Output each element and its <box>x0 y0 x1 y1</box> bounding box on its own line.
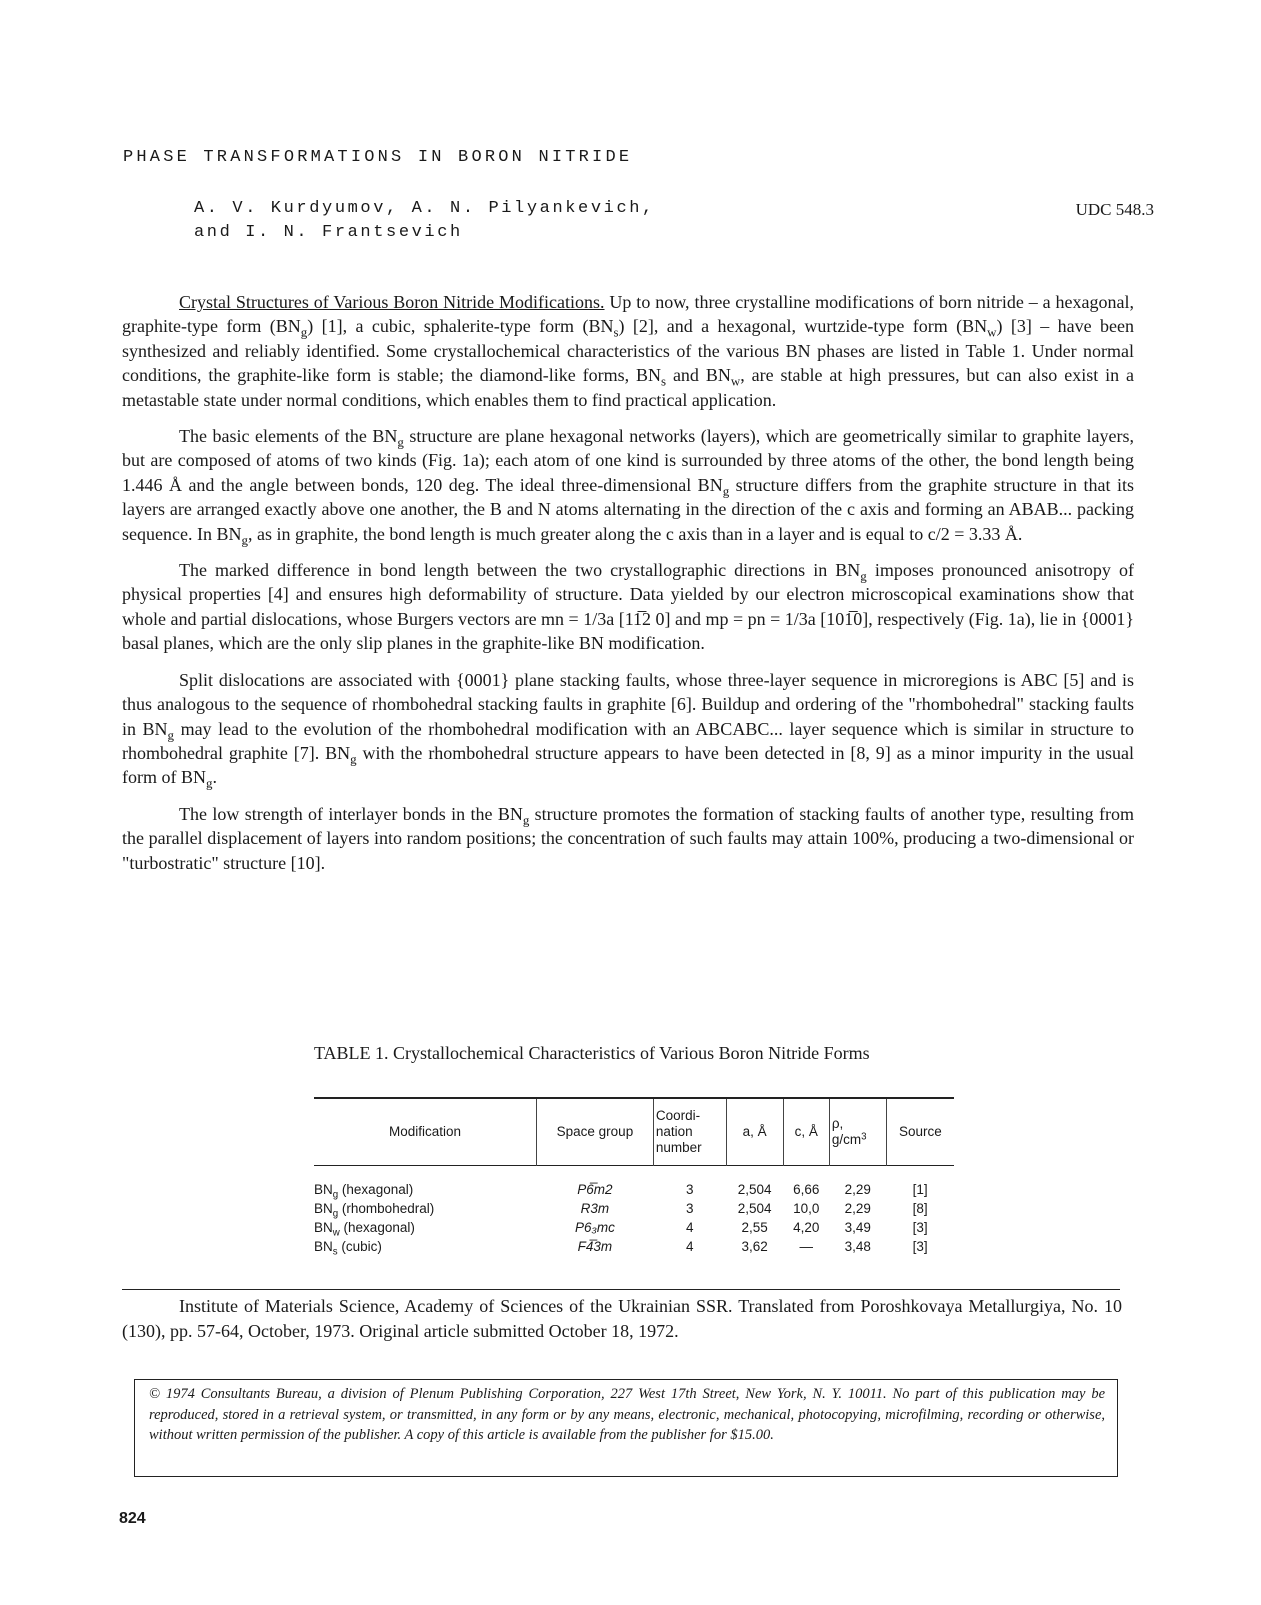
cell-space-group: P6̅m2 <box>577 1182 613 1197</box>
table-row <box>314 1237 954 1256</box>
header-density: ρ, $g/cm^3$ <box>829 1098 886 1166</box>
header-space-group: Space group <box>537 1098 654 1166</box>
footnote-divider <box>122 1289 1120 1290</box>
paragraph-4: Split dislocations are associated with {0001} plane stacking faults, whose three-layer sequence in microregions is ABC [5] and is thus analogous to the sequence of rhombohedral stacking faults in graphite [6]. Buildup and ordering of the "rhombohedral" stacking faults in $BN_g$ may lead to the evolution of the rhombohedral modification with an ABCABC... layer sequence which is similar in structure to rhombohedral graphite [7]. $BN_g$ with the rhombohedral structure appears to have been detected in [8, 9] as a minor impurity in the usual form of $BN_g$. <box>122 669 1134 791</box>
header-modification: Modification <box>314 1098 537 1166</box>
cell-space-group: F4̅3m <box>577 1239 613 1254</box>
cell-modification: $BN_g$ (rhombohedral) <box>314 1201 435 1220</box>
cell-modification: $BN_g$ (hexagonal) <box>314 1182 414 1201</box>
cell-coordination: 4 <box>685 1220 694 1235</box>
copyright-box: © 1974 Consultants Bureau, a division of Plenum Publishing Corporation, 227 West 17th Street, New York, N. Y. 10011. No part of this publication may be reproduced, stored in a retrieval system, or transmitted, in any form or by any means, electronic, mechanical, photocopying, microfilming, recording or otherwise, without written permission of the publisher. A copy of this article is available from the publisher for $15.00. <box>134 1379 1118 1477</box>
cell-a: 2,504 <box>737 1201 772 1216</box>
table-row <box>314 1218 954 1237</box>
cell-source: [3] <box>912 1239 928 1254</box>
cell-c: 4,20 <box>793 1220 820 1235</box>
cell-space-group: P6₃mc <box>574 1220 615 1235</box>
paragraph-3: The marked difference in bond length between the two crystallographic directions in $BN_g$ imposes pronounced anisotropy of physical properties [4] and ensures high deformability of structure. Data yielded by our electron microscopical examinations show that whole and partial dislocations, whose Burgers vectors are mn = 1/3a [11̅2 0] and mp = pn = 1/3a [101̅0], respectively (Fig. 1a), lie in {0001} basal planes, which are the only slip planes in the graphite-like BN modification. <box>122 560 1135 654</box>
paragraph-1: Crystal Structures of Various Boron Nitride Modifications. Up to now, three crystalline modifications of born nitride – a hexagonal, graphite-type form $(BN_g)$ [1], a cubic, sphalerite-type form $(BN_s)$ [2], and a hexagonal, wurtzide-type form $(BN_w)$ [3] – have been synthesized and reliably identified. Some crystallochemical characteristics of the various BN phases are listed in Table 1. Under normal conditions, the graphite-like form is stable; the diamond-like forms, $BN_s$ and $BN_w$, are stable at high pressures, but can also exist in a metastable state under normal conditions, which enables them to find practical application. <box>122 292 1134 410</box>
cell-coordination: 4 <box>685 1239 694 1254</box>
header-c: c, Å <box>783 1098 829 1166</box>
cell-source: [3] <box>912 1220 928 1235</box>
cell-density: 3,49 <box>844 1220 871 1235</box>
article-body <box>122 290 1134 887</box>
cell-a: 2,55 <box>741 1220 768 1235</box>
cell-modification: $BN_w$ (hexagonal) <box>314 1220 415 1239</box>
cell-density: 2,29 <box>844 1182 871 1197</box>
cell-coordination: 3 <box>685 1182 694 1197</box>
table-1 <box>314 1097 954 1256</box>
cell-a: 3,62 <box>741 1239 768 1254</box>
header-coordination-number: Coordi- nation number <box>653 1098 726 1166</box>
affiliation-note <box>122 1294 1122 1343</box>
cell-coordination: 3 <box>685 1201 694 1216</box>
author-list <box>194 197 655 245</box>
table-header-row <box>314 1098 954 1166</box>
page-number: 824 <box>119 1510 146 1527</box>
affiliation-text: Institute of Materials Science, Academy of Sciences of the Ukrainian SSR. Translated from Poroshkovaya Metallurgiya, No. 10 (130), pp. 57-64, October, 1973. Original article submitted October 18, 1972. <box>122 1296 1122 1341</box>
paragraph-2: The basic elements of the $BN_g$ structure are plane hexagonal networks (layers), which are geometrically similar to graphite layers, but are composed of atoms of two kinds (Fig. 1a); each atom of one kind is surrounded by three atoms of the other, the bond length being 1.446 Å and the angle between bonds, 120 deg. The ideal three-dimensional $BN_g$ structure differs from the graphite structure in that its layers are arranged exactly above one another, the B and N atoms alternating in the direction of the c axis and forming an ABAB... packing sequence. In $BN_g$, as in graphite, the bond length is much greater along the c axis than in a layer and is equal to c/2 = 3.33 Å. <box>122 426 1135 548</box>
cell-a: 2,504 <box>737 1182 772 1197</box>
cell-density: 3,48 <box>844 1239 871 1254</box>
authors-line-2: and I. N. Frantsevich <box>194 223 463 242</box>
udc-code: UDC 548.3 <box>1075 200 1154 219</box>
cell-c: 10,0 <box>793 1201 820 1216</box>
cell-source: [8] <box>912 1201 928 1216</box>
cell-density: 2,29 <box>844 1201 871 1216</box>
paragraph-5: The low strength of interlayer bonds in the $BN_g$ structure promotes the formation of stacking faults of another type, resulting from the parallel displacement of layers into random positions; the concentration of such faults may attain 100%, producing a two-dimensional or "turbostratic" structure [10]. <box>122 803 1134 873</box>
header-a: a, Å <box>726 1098 783 1166</box>
cell-modification: $BN_s$ (cubic) <box>314 1239 382 1258</box>
section-heading: Crystal Structures of Various Boron Nitride Modifications. <box>179 292 605 312</box>
cell-source: [1] <box>912 1182 928 1197</box>
cell-c: 6,66 <box>793 1182 820 1197</box>
table-caption: TABLE 1. Crystallochemical Characteristics of Various Boron Nitride Forms <box>314 1043 870 1063</box>
authors-line-1: A. V. Kurdyumov, A. N. Pilyankevich, <box>194 199 655 218</box>
table-row <box>314 1166 954 1200</box>
table-row <box>314 1199 954 1218</box>
cell-c: — <box>799 1239 813 1254</box>
article-title: PHASE TRANSFORMATIONS IN BORON NITRIDE <box>123 148 633 167</box>
header-source: Source <box>898 1124 942 1139</box>
cell-space-group: R3m <box>580 1201 610 1216</box>
